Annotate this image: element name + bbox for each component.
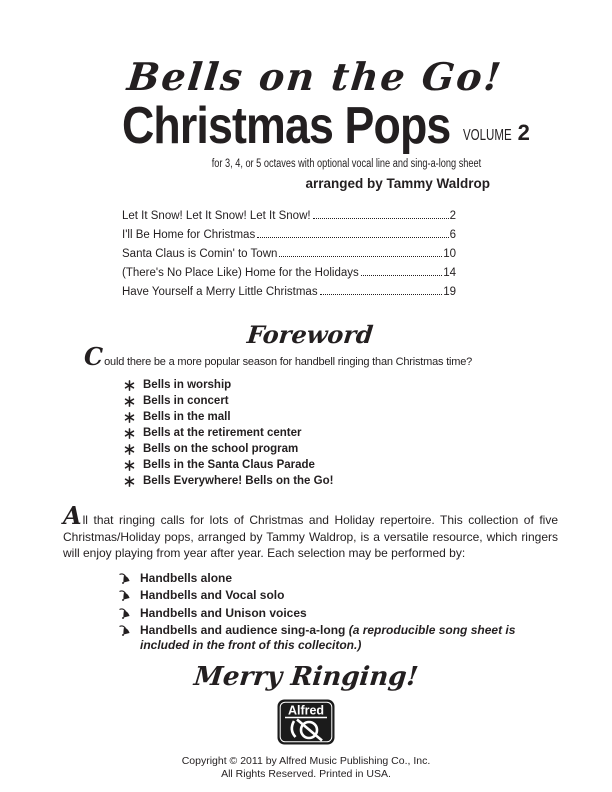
- list-item-label: [140, 571, 232, 586]
- alfred-logo-icon: [277, 699, 335, 745]
- list-item: [124, 459, 612, 475]
- list-item-label: [140, 606, 307, 621]
- copyright-line-2: All Rights Reserved. Printed in USA.: [221, 767, 391, 780]
- list-item-label: Bells Everywhere! Bells on the Go!: [143, 475, 334, 488]
- closing-script-text: Merry Ringing!: [192, 662, 420, 693]
- subtitle: for 3, 4, or 5 octaves with optional vocal line and sing-a-long sheet: [211, 157, 481, 170]
- star-bullet-icon: [124, 475, 135, 491]
- toc-entry-title: Santa Claus is Comin' to Town: [122, 247, 278, 260]
- toc-dot-leader: [320, 294, 443, 295]
- list-item-label: [140, 588, 284, 603]
- toc-entry: [122, 210, 456, 229]
- list-item: [119, 588, 519, 606]
- toc-entry-title: Let It Snow! Let It Snow! Let It Snow!: [122, 209, 311, 222]
- performance-note: (a reproducible song sheet is included in the front of this colleciton.): [140, 623, 516, 652]
- list-item: [119, 606, 519, 624]
- volume-label: VOLUME: [463, 126, 512, 144]
- performance-text: Handbells and Unison voices: [140, 605, 307, 620]
- toc-entry-title: Have Yourself a Merry Little Christmas: [122, 285, 318, 298]
- performance-text: Handbells alone: [140, 570, 233, 585]
- toc-dot-leader: [361, 275, 442, 276]
- list-item: [119, 571, 519, 589]
- toc-entry-title: (There's No Place Like) Home for the Holidays: [122, 266, 359, 279]
- volume-number: 2: [517, 119, 530, 145]
- toc-entry: [122, 267, 456, 286]
- list-item: [119, 623, 519, 652]
- table-of-contents: [122, 210, 456, 305]
- toc-entry-page: 2: [449, 209, 456, 222]
- list-item: [124, 411, 612, 427]
- foreword-body-paragraph: [63, 501, 558, 562]
- body-text: ll that ringing calls for lots of Christmas and Holiday repertoire. This collection of five Christmas/Holiday pops, arranged by Tammy Waldrop, is a versatile resource, which ringers will enjoy playing from year after year. Each selection may be performed by:: [63, 513, 558, 561]
- star-bullet-icon: [124, 427, 135, 443]
- series-title: Bells on the Go!: [125, 54, 505, 99]
- list-item-label: Bells at the retirement center: [143, 427, 302, 440]
- toc-entry-title: I'll Be Home for Christmas: [122, 228, 256, 241]
- toc-entry: [122, 229, 456, 248]
- toc-dot-leader: [279, 256, 442, 257]
- star-bullet-icon: [124, 443, 135, 459]
- alfred-logo-text: Alfred: [287, 703, 325, 718]
- intro-text: ould there be a more popular season for handbell ringing than Christmas time?: [104, 356, 473, 369]
- copyright-block: [0, 755, 612, 781]
- arranger-credit: arranged by Tammy Waldrop: [305, 175, 490, 191]
- toc-entry: [122, 286, 456, 305]
- toc-entry-page: 14: [443, 266, 456, 279]
- star-bullet-icon: [124, 459, 135, 475]
- title-line: [0, 96, 612, 155]
- handbell-bullet-icon: [119, 571, 131, 589]
- handbell-bullet-icon: [119, 588, 131, 606]
- list-item-label: Bells in the mall: [143, 411, 231, 424]
- main-title: Christmas Pops: [122, 96, 451, 155]
- list-item: [124, 475, 612, 491]
- performance-text: Handbells and Vocal solo: [140, 588, 285, 603]
- handbell-bullet-icon: [119, 623, 131, 641]
- list-item-label: Bells on the school program: [143, 443, 299, 456]
- toc-dot-leader: [257, 237, 448, 238]
- star-bullet-icon: [124, 411, 135, 427]
- star-bullet-icon: [124, 379, 135, 395]
- intro-drop-cap: C: [84, 342, 104, 372]
- toc-dot-leader: [313, 218, 449, 219]
- list-item: [124, 443, 612, 459]
- toc-entry-page: 6: [449, 228, 456, 241]
- list-item-label: Bells in concert: [143, 395, 229, 408]
- toc-entry-page: 19: [443, 285, 456, 298]
- list-item: [124, 379, 612, 395]
- list-item: [124, 427, 612, 443]
- performance-text: Handbells and audience sing-a-long: [140, 623, 349, 638]
- subtitle-row: [0, 156, 612, 171]
- handbell-bullet-icon: [119, 606, 131, 624]
- list-item-label: Bells in worship: [143, 379, 232, 392]
- toc-entry: [122, 248, 456, 267]
- list-item-label: [140, 623, 519, 652]
- copyright-line-1: Copyright © 2011 by Alfred Music Publishing Co., Inc.: [181, 754, 431, 767]
- performance-options-list: [119, 571, 519, 653]
- bells-occasions-list: [124, 379, 612, 491]
- foreword-intro: [84, 342, 612, 372]
- foreword-heading: Foreword: [245, 319, 375, 349]
- toc-entry-page: 10: [443, 247, 456, 260]
- list-item-label: Bells in the Santa Claus Parade: [143, 459, 315, 472]
- publisher-logo-wrap: [0, 699, 612, 745]
- list-item: [124, 395, 612, 411]
- body-drop-cap: A: [63, 501, 82, 531]
- star-bullet-icon: [124, 395, 135, 411]
